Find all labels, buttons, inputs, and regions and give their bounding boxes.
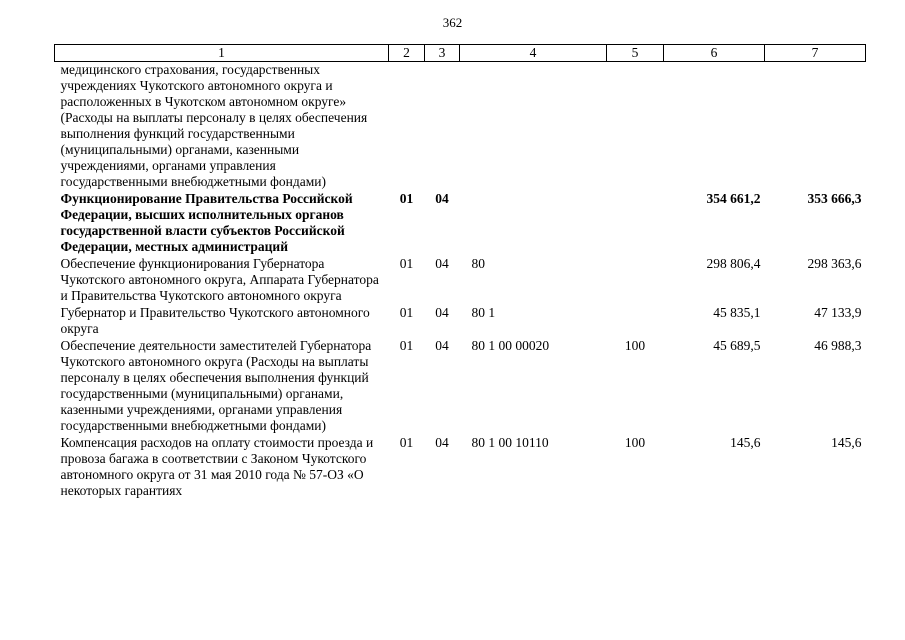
subsection-code-cell	[425, 62, 460, 192]
amount-year2-cell: 46 988,3	[814, 338, 862, 353]
column-header: 3	[425, 45, 460, 62]
expense-type-cell	[607, 62, 664, 192]
budget-table	[54, 44, 866, 500]
section-code-cell: 01	[399, 338, 414, 353]
row-name-cell: Обеспечение деятельности заместителей Губернатора Чукотского автономного округа (Расходы на выплаты персоналу в целях обеспечения выполнения функций государственными (муниципальными) органами, казенными учреждениями, органами управления государственными внебюджетными фондами)	[60, 338, 372, 433]
subsection-code-cell: 04	[435, 338, 449, 353]
amount-year1-cell: 45 689,5	[713, 338, 761, 353]
section-code-cell	[389, 62, 425, 192]
section-code-cell: 01	[399, 435, 414, 450]
target-article-cell: 80 1 00 00020	[471, 338, 550, 353]
section-code-cell: 01	[399, 305, 414, 320]
table-header-row	[55, 45, 866, 62]
amount-year1-cell: 298 806,4	[706, 256, 761, 271]
target-article-cell	[460, 62, 607, 192]
amount-year1-cell: 45 835,1	[713, 305, 761, 320]
expense-type-cell	[607, 191, 664, 256]
expense-type-cell	[607, 305, 664, 338]
expense-type-cell: 100	[624, 338, 646, 353]
amount-year2-cell: 145,6	[831, 435, 862, 450]
column-header: 1	[55, 45, 389, 62]
amount-year2-cell: 298 363,6	[807, 256, 862, 271]
table-row	[55, 305, 866, 338]
column-header: 7	[765, 45, 866, 62]
column-header: 4	[460, 45, 607, 62]
row-name-cell: Компенсация расходов на оплату стоимости проезда и провоза багажа в соответствии с Законом Чукотского автономного округа от 31 мая 2010 года № 57-ОЗ «О некоторых гарантиях	[60, 435, 374, 498]
section-code-cell: 01	[399, 191, 414, 206]
amount-year1-cell	[664, 62, 765, 192]
column-header: 2	[389, 45, 425, 62]
row-name-cell: Обеспечение функционирования Губернатора Чукотского автономного округа, Аппарата Губернатора и Правительства Чукотского автономного округа	[60, 256, 379, 303]
amount-year1-cell: 354 661,2	[706, 191, 761, 206]
amount-year2-cell: 47 133,9	[814, 305, 862, 320]
target-article-cell	[460, 191, 607, 256]
target-article-cell: 80 1 00 10110	[471, 435, 549, 450]
row-name-cell: Губернатор и Правительство Чукотского автономного округа	[60, 305, 370, 336]
target-article-cell: 80	[471, 256, 485, 271]
expense-type-cell	[607, 256, 664, 305]
amount-year1-cell: 145,6	[730, 435, 761, 450]
table-body	[55, 62, 866, 501]
table-row	[55, 338, 866, 435]
table-row	[55, 191, 866, 256]
amount-year2-cell: 353 666,3	[807, 191, 862, 206]
table-row	[55, 256, 866, 305]
page-number: 362	[442, 15, 463, 30]
column-header: 5	[607, 45, 664, 62]
section-code-cell: 01	[399, 256, 414, 271]
row-name-cell: Функционирование Правительства Российской Федерации, высших исполнительных органов государственной власти субъектов Российской Федерации, местных администраций	[60, 191, 353, 254]
subsection-code-cell: 04	[435, 305, 449, 320]
amount-year2-cell	[765, 62, 866, 192]
expense-type-cell: 100	[624, 435, 646, 450]
subsection-code-cell: 04	[435, 435, 449, 450]
column-header: 6	[664, 45, 765, 62]
subsection-code-cell: 04	[435, 191, 449, 206]
table-row	[55, 62, 866, 192]
table-row	[55, 435, 866, 500]
row-name-cell: медицинского страхования, государственных учреждениях Чукотского автономного округа и расположенных в Чукотском автономном округе» (Расходы на выплаты персоналу в целях обеспечения выполнения функций государственными (муниципальными) органами, казенными учреждениями, органами управления государственными внебюджетными фондами)	[60, 62, 368, 189]
target-article-cell: 80 1	[471, 305, 496, 320]
subsection-code-cell: 04	[435, 256, 449, 271]
